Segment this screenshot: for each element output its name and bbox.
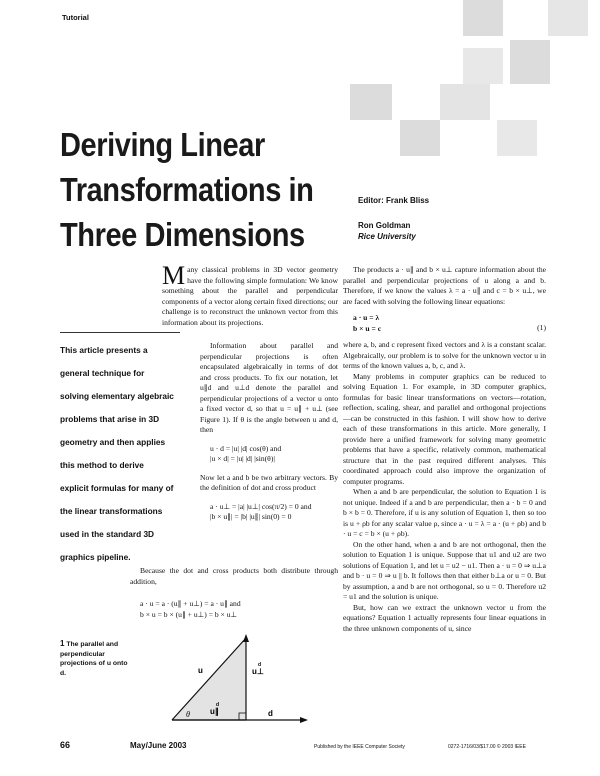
intro-paragraph (162, 261, 338, 328)
pull-quote-line: This article presents a (60, 345, 148, 355)
article-title (60, 122, 315, 257)
equation-number: (1) (537, 323, 546, 332)
equation-line: |b × u∥| = |b| |u∥| sin(0) = 0 (210, 512, 292, 521)
intro-text: any classical problems in 3D vector geometry have the following simple formulation: We know something about the parallel and perpendicular components of a vector along certain fixed directions; our challenge is to reconstruct the unknown vector from this information about its projections. (162, 265, 338, 327)
publisher: Published by the IEEE Computer Society (314, 744, 405, 750)
author-affiliation: Rice University (358, 232, 416, 241)
equation-line: a · u⊥ = |a| |u⊥| cos(π/2) = 0 and (210, 501, 312, 511)
paragraph: where a, b, and c represent fixed vectors and λ is a constant scalar. Algebraically, our problem is to solve for the unknown vector u in terms of the known values a, b, c, and λ. (343, 340, 546, 370)
pull-quote-line: used in the standard 3D (60, 529, 155, 539)
label-u-parallel: u∥ (210, 707, 219, 716)
paragraph: The products a · u∥ and b × u⊥ capture information about the parallel and perpendicular projections of u along a and b. Therefore, if we know the values λ = a · u∥ and c = b × u⊥, we are faced with solving the following linear equations: (343, 265, 546, 306)
author-block (358, 220, 416, 242)
paragraph: Because the dot and cross products both distribute through addition, (130, 566, 338, 586)
column-1-body (200, 341, 338, 531)
label-u-perp: u⊥ (252, 667, 264, 676)
figure-caption (60, 639, 130, 678)
pull-quote-line: explicit formulas for many of (60, 483, 174, 493)
editor-line: Editor: Frank Bliss (358, 196, 430, 205)
arrowhead-uperp (243, 634, 249, 642)
pull-quote-line: general technique for (60, 368, 145, 378)
page-number: 66 (60, 740, 71, 750)
label-theta: θ (186, 710, 190, 719)
section-tag: Tutorial (62, 13, 89, 22)
copyright: 0272-1716/03/$17.00 © 2003 IEEE (448, 744, 526, 750)
paragraph: Many problems in computer graphics can be reduced to solving Equation 1. For example, in 3D computer graphics, formulas for basic linear transformations on vectors—rotation, reflection, scaling, shear, and parallel and orthogonal projections—can be constructed in this fashion. I will show how to derive each of these transformations in this article. More generally, I provide here a unified framework for solving many geometric problems that have a specific, relatively common, mathematical structure that in the past required different analyses. This coordinated approach could also improve the organization of computer programs. (343, 371, 546, 486)
title-line: Three Dimensions (60, 216, 305, 253)
label-d: d (268, 709, 273, 718)
column-2-body (343, 265, 546, 634)
label-sup-d2: d (258, 662, 262, 668)
equation-line: b × u = b × (u∥ + u⊥) = b × u⊥ (140, 610, 238, 619)
equation-1 (210, 444, 338, 465)
figure-caption-text: The parallel and perpendicular projections of u onto d. (60, 641, 128, 677)
issue-date: May/June 2003 (130, 741, 187, 750)
author-name: Ron Goldman (358, 221, 411, 230)
label-u: u (198, 666, 203, 675)
equation-line: |u × d| = |u| |d| |sin(θ)| (210, 454, 275, 463)
label-sup-d1: d (216, 702, 220, 708)
equation-system-1 (353, 313, 546, 334)
equation-line: u · d = |u| |d| cos(θ) and (210, 443, 282, 453)
title-line: Deriving Linear (60, 126, 265, 163)
title-line: Transformations in (60, 171, 314, 208)
equation-line: a · u = a · (u∥ + u⊥) = a · u∥ and (140, 599, 241, 608)
equation-line: b × u = c (353, 323, 382, 333)
figure-number: 1 (60, 639, 65, 648)
paragraph: When a and b are perpendicular, the solution to Equation 1 is not unique. Indeed if a and b are perpendicular, then a · b = 0 and b × b = 0. Therefore, if u is any solution of Equation 1, then so too is u + ρb for any scalar value ρ, since a · u = λ = a · (u + ρb) and b · u = c = b × (u + ρb). (343, 487, 546, 538)
drop-cap: M (162, 261, 186, 290)
equation-line: a · u = λ (353, 313, 380, 322)
pull-quote-line: geometry and then applies (60, 437, 166, 447)
pull-quote-line: problems that arise in 3D (60, 414, 160, 424)
arrowhead-d (300, 717, 308, 723)
paragraph: But, how can we extract the unknown vector u from the equations? Equation 1 actually represents four linear equations in the three unknown components of u, since (343, 602, 546, 633)
pull-quote-line: solving elementary algebraic (60, 391, 174, 401)
equation-2 (210, 502, 338, 523)
paragraph: Information about parallel and perpendicular projections is often encapsulated algebraically in terms of dot and cross products. To fix our notation, let u∥d and u⊥d denote the parallel and perpendicular projections of a vector u onto a fixed vector d, so that u = u∥ + u⊥ (see Figure 1). If θ is the angle between u and d, then (200, 341, 338, 434)
equation-3 (140, 598, 241, 620)
figure-1-diagram (150, 630, 320, 730)
pull-quote-line: this method to derive (60, 460, 144, 470)
pull-quote (60, 332, 180, 569)
pull-quote-line: graphics pipeline. (60, 552, 131, 562)
paragraph: On the other hand, when a and b are not orthogonal, then the solution to Equation 1 is unique. Suppose that u1 and u2 are two solutions of Equation 1, and let u = u2 − u1. Then a · u = 0 ⇒ u⊥a and b · u = 0 ⇒ u || b. It follows then that either b⊥a or u = 0. But by assumption, a and b are not orthogonal, so u = 0. Therefore u2 = u1 and the solution is unique. (343, 539, 546, 601)
paragraph: Now let a and b be two arbitrary vectors. By the definition of dot and cross product (200, 472, 338, 492)
pull-quote-line: the linear transformations (60, 506, 163, 516)
